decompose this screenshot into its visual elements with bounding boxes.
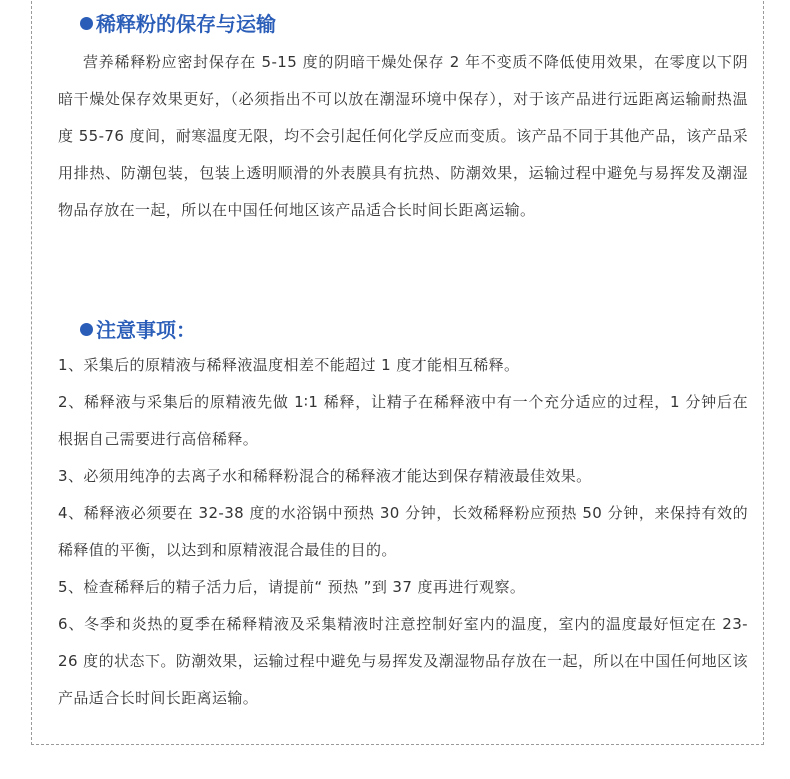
storage-heading-text: 稀释粉的保存与运输 xyxy=(96,12,276,36)
notes-heading xyxy=(80,316,196,344)
storage-paragraph: 营养稀释粉应密封保存在 5-15 度的阴暗干燥处保存 2 年不变质不降低使用效果，在零度以下阴暗干燥处保存效果更好，（必须指出不可以放在潮湿环境中保存），对于该产品进行远距离运输耐热温度 55-76 度间，耐寒温度无限，均不会引起任何化学反应而变质。该产品不同于其他产品，该产品采用排热、防潮包装，包装上透明顺滑的外表膜具有抗热、防潮效果，运输过程中避免与易挥发及潮湿物品存放在一起，所以在中国任何地区该产品适合长时间长距离运输。 xyxy=(58,53,748,219)
note-item-6: 6、冬季和炎热的夏季在稀释精液及采集精液时注意控制好室内的温度，室内的温度最好恒定在 23-26 度的状态下。防潮效果，运输过程中避免与易挥发及潮湿物品存放在一起，所以在中国任何地区该产品适合长时间长距离运输。 xyxy=(58,615,748,707)
note-item-3: 3、必须用纯净的去离子水和稀释粉混合的稀释液才能达到保存精液最佳效果。 xyxy=(58,467,592,485)
bullet-dot-icon xyxy=(80,323,93,336)
note-item-1: 1、采集后的原精液与稀释液温度相差不能超过 1 度才能相互稀释。 xyxy=(58,356,520,374)
note-item-4: 4、稀释液必须要在 32-38 度的水浴锅中预热 30 分钟，长效稀释粉应预热 50 分钟，来保持有效的稀释值的平衡，以达到和原精液混合最佳的目的。 xyxy=(58,504,748,559)
bullet-dot-icon xyxy=(80,17,93,30)
note-item-5: 5、检查稀释后的精子活力后，请提前“ 预热 ”到 37 度再进行观察。 xyxy=(58,578,526,596)
notes-heading-text: 注意事项： xyxy=(96,318,196,342)
note-item-2: 2、稀释液与采集后的原精液先做 1∶1 稀释，让精子在稀释液中有一个充分适应的过程，1 分钟后在根据自己需要进行高倍稀释。 xyxy=(58,393,748,448)
storage-heading xyxy=(80,10,276,38)
notes-list xyxy=(58,347,748,717)
